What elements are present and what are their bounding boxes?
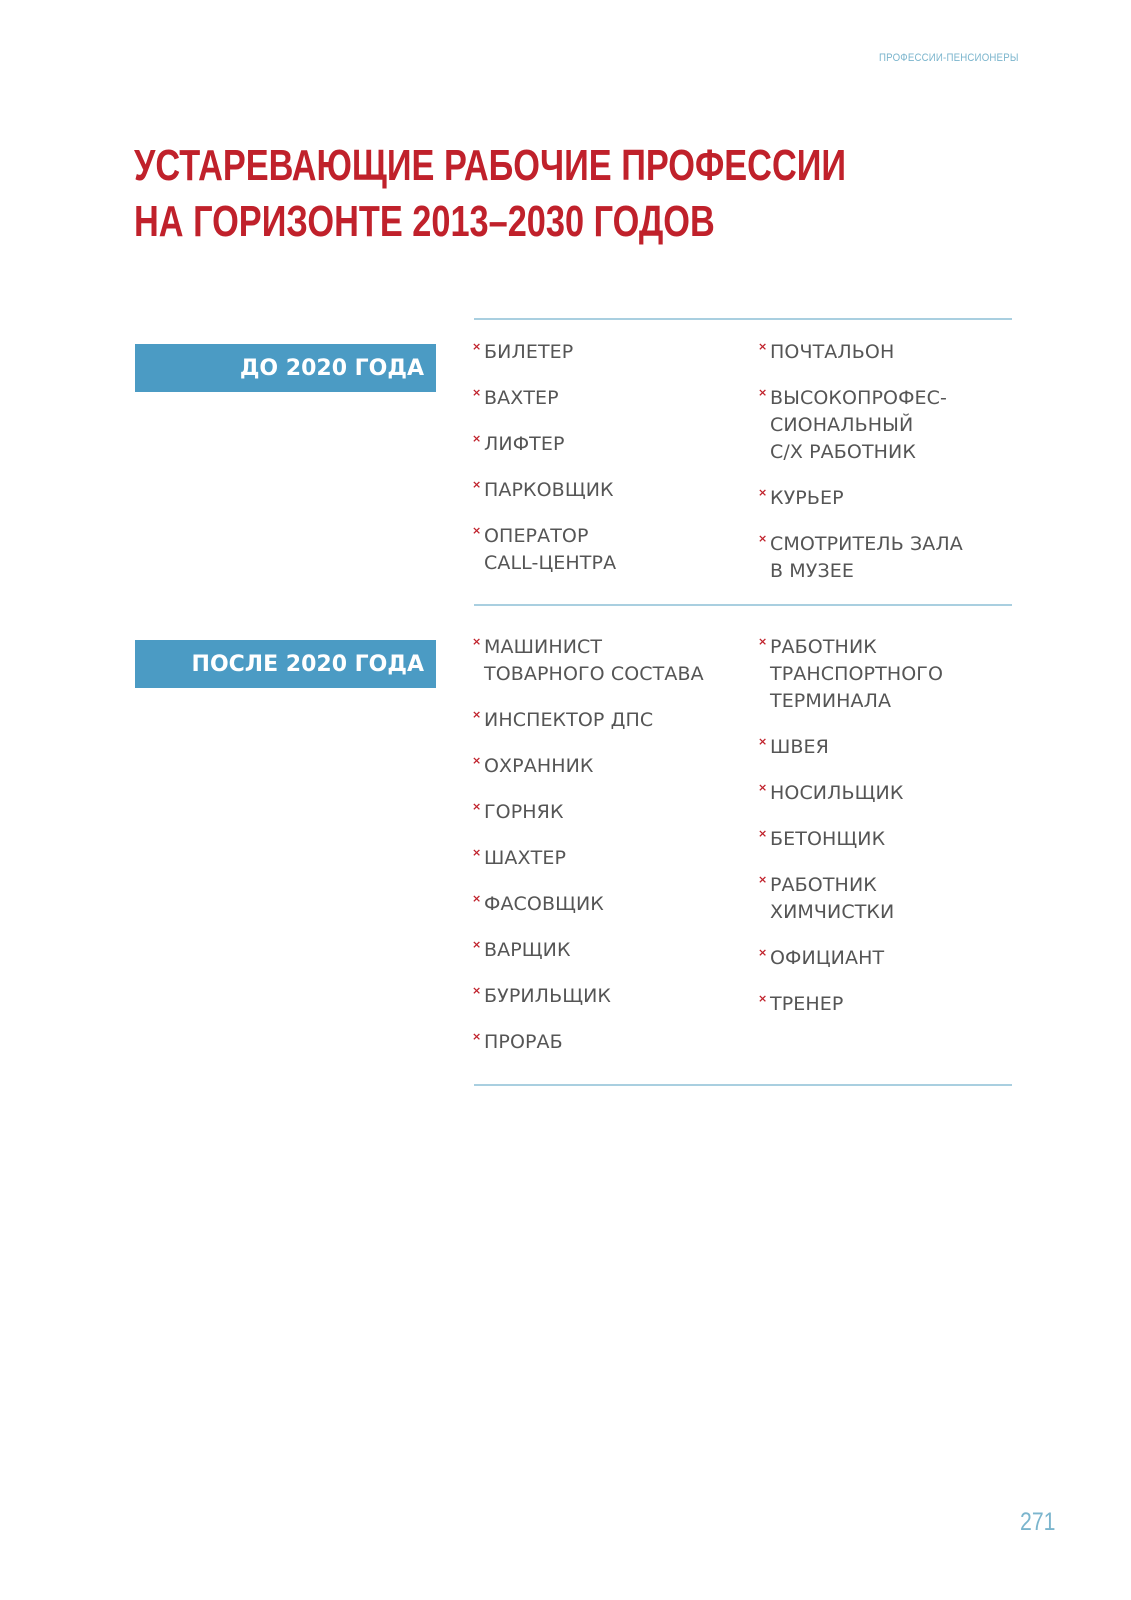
profession-name: ПАРКОВЩИК <box>484 479 614 501</box>
list-item <box>758 945 1028 972</box>
list-item <box>472 339 742 366</box>
page-title <box>134 138 846 250</box>
list-item <box>472 891 742 918</box>
profession-name: ЛИФТЕР <box>484 433 565 455</box>
profession-name: ВАХТЕР <box>484 387 559 409</box>
divider-middle <box>474 604 1012 606</box>
cross-icon: × <box>758 635 768 648</box>
cross-icon: × <box>758 386 768 399</box>
page-title-line-2: НА ГОРИЗОНТЕ 2013–2030 ГОДОВ <box>134 197 715 246</box>
list-item <box>758 339 1028 366</box>
cross-icon: × <box>758 486 768 499</box>
cross-icon: × <box>758 781 768 794</box>
profession-name: РАБОТНИК ТРАНСПОРТНОГО ТЕРМИНАЛА <box>770 636 944 712</box>
list-item <box>472 707 742 734</box>
list-item <box>758 826 1028 853</box>
cross-icon: × <box>472 386 482 399</box>
list-before-2020-right <box>758 339 1028 604</box>
list-item <box>472 753 742 780</box>
cross-icon: × <box>758 735 768 748</box>
cross-icon: × <box>472 754 482 767</box>
profession-name: ТРЕНЕР <box>770 993 844 1015</box>
list-item <box>472 634 742 688</box>
profession-name: ОПЕРАТОР CALL-ЦЕНТРА <box>484 525 617 574</box>
list-item <box>758 991 1028 1018</box>
list-item <box>472 431 742 458</box>
cross-icon: × <box>758 827 768 840</box>
profession-name: ПРОРАБ <box>484 1031 563 1053</box>
profession-name: МАШИНИСТ ТОВАРНОГО СОСТАВА <box>484 636 704 685</box>
profession-name: БИЛЕТЕР <box>484 341 574 363</box>
cross-icon: × <box>758 946 768 959</box>
page-number: 271 <box>1020 1508 1056 1536</box>
cross-icon: × <box>758 532 768 545</box>
cross-icon: × <box>472 524 482 537</box>
running-head: ПРОФЕССИИ-ПЕНСИОНЕРЫ <box>879 52 1019 64</box>
period-label-before-2020: ДО 2020 ГОДА <box>135 344 436 392</box>
list-item <box>758 734 1028 761</box>
divider-top <box>474 318 1012 320</box>
cross-icon: × <box>472 800 482 813</box>
list-item <box>758 634 1028 715</box>
profession-name: БЕТОНЩИК <box>770 828 886 850</box>
profession-name: ВАРЩИК <box>484 939 571 961</box>
cross-icon: × <box>472 846 482 859</box>
period-label-after-2020: ПОСЛЕ 2020 ГОДА <box>135 640 436 688</box>
profession-name: КУРЬЕР <box>770 487 844 509</box>
cross-icon: × <box>758 992 768 1005</box>
page-title-line-1: УСТАРЕВАЮЩИЕ РАБОЧИЕ ПРОФЕССИИ <box>134 141 847 190</box>
list-item <box>472 523 742 577</box>
profession-name: ИНСПЕКТОР ДПС <box>484 709 654 731</box>
list-before-2020-left <box>472 339 742 596</box>
list-item <box>472 937 742 964</box>
cross-icon: × <box>472 892 482 905</box>
cross-icon: × <box>472 984 482 997</box>
profession-name: БУРИЛЬЩИК <box>484 985 611 1007</box>
cross-icon: × <box>472 938 482 951</box>
list-item <box>472 477 742 504</box>
cross-icon: × <box>472 340 482 353</box>
profession-name: СМОТРИТЕЛЬ ЗАЛА В МУЗЕЕ <box>770 533 963 582</box>
profession-name: ОФИЦИАНТ <box>770 947 885 969</box>
list-after-2020-left <box>472 634 742 1075</box>
cross-icon: × <box>472 432 482 445</box>
cross-icon: × <box>472 1030 482 1043</box>
profession-name: ОХРАННИК <box>484 755 594 777</box>
profession-name: ПОЧТАЛЬОН <box>770 341 895 363</box>
list-item <box>758 385 1028 466</box>
list-item <box>472 845 742 872</box>
list-item <box>472 799 742 826</box>
profession-name: НОСИЛЬЩИК <box>770 782 904 804</box>
profession-name: ГОРНЯК <box>484 801 564 823</box>
profession-name: ВЫСОКОПРОФЕС- СИОНАЛЬНЫЙ С/Х РАБОТНИК <box>770 387 947 463</box>
list-item <box>472 1029 742 1056</box>
cross-icon: × <box>472 708 482 721</box>
profession-name: ШАХТЕР <box>484 847 566 869</box>
list-item <box>758 485 1028 512</box>
profession-name: ФАСОВЩИК <box>484 893 604 915</box>
cross-icon: × <box>472 635 482 648</box>
list-item <box>758 780 1028 807</box>
divider-bottom <box>474 1084 1012 1086</box>
list-item <box>758 872 1028 926</box>
cross-icon: × <box>758 340 768 353</box>
cross-icon: × <box>472 478 482 491</box>
list-after-2020-right <box>758 634 1028 1037</box>
list-item <box>472 983 742 1010</box>
list-item <box>758 531 1028 585</box>
profession-name: РАБОТНИК ХИМЧИСТКИ <box>770 874 895 923</box>
cross-icon: × <box>758 873 768 886</box>
profession-name: ШВЕЯ <box>770 736 829 758</box>
list-item <box>472 385 742 412</box>
